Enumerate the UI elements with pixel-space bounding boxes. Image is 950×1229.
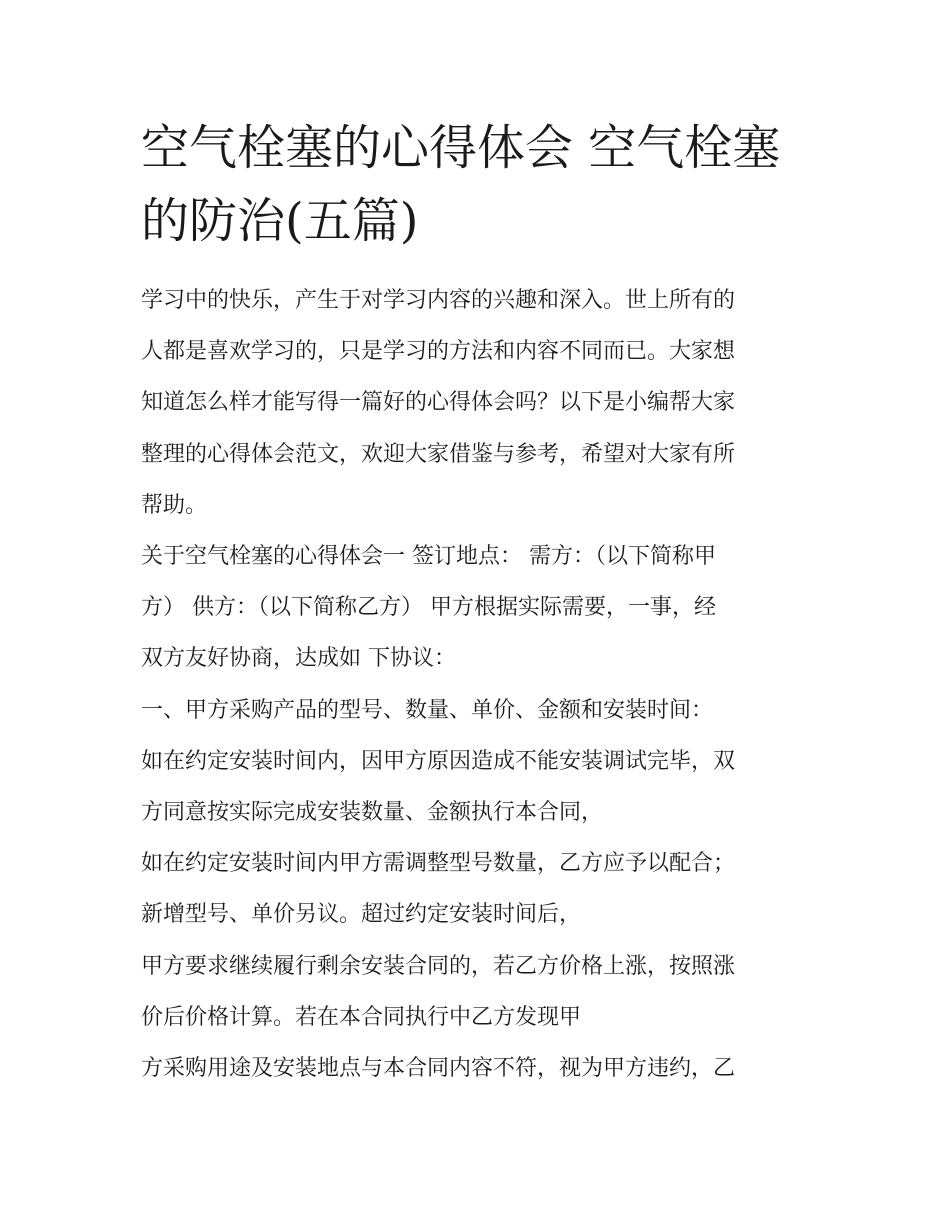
document-title	[141, 112, 813, 258]
body-line: 方同意按实际完成安装数量、金额执行本合同，	[141, 800, 604, 826]
body-line: 学习中的快乐，产生于对学习内容的兴趣和深入。世上所有的	[141, 288, 736, 313]
body-line: 方） 供方：（以下简称乙方） 甲方根据实际需要，一事，经	[141, 595, 716, 621]
body-line: 甲方要求继续履行剩余安装合同的，若乙方价格上涨，按照涨	[141, 953, 736, 979]
body-line: 知道怎么样才能写得一篇好的心得体会吗？以下是小编帮大家	[141, 390, 736, 416]
body-line: 双方友好协商，达成如 下协议：	[141, 646, 456, 672]
body-line: 帮助。	[141, 492, 208, 518]
document-body	[141, 275, 813, 1094]
body-line: 关于空气栓塞的心得体会一 签订地点： 需方：（以下简称甲	[141, 544, 716, 570]
body-line: 整理的心得体会范文，欢迎大家借鉴与参考，希望对大家有所	[141, 441, 736, 467]
body-line: 如在约定安装时间内甲方需调整型号数量，乙方应予以配合；	[141, 851, 736, 877]
body-line: 新增型号、单价另议。超过约定安装时间后，	[141, 902, 582, 928]
body-line: 方采购用途及安装地点与本合同内容不符，视为甲方违约，乙	[141, 1056, 736, 1082]
body-line: 人都是喜欢学习的，只是学习的方法和内容不同而已。大家想	[141, 339, 736, 365]
title-line: 空气栓塞的心得体会 空气栓塞	[141, 120, 781, 176]
body-line: 一、甲方采购产品的型号、数量、单价、金额和安装时间：	[141, 697, 714, 723]
document-page	[141, 112, 813, 1094]
body-line: 价后价格计算。若在本合同执行中乙方发现甲	[141, 1004, 582, 1030]
body-line: 如在约定安装时间内，因甲方原因造成不能安装调试完毕，双	[141, 748, 736, 774]
title-line: 的防治(五篇)	[141, 193, 419, 249]
